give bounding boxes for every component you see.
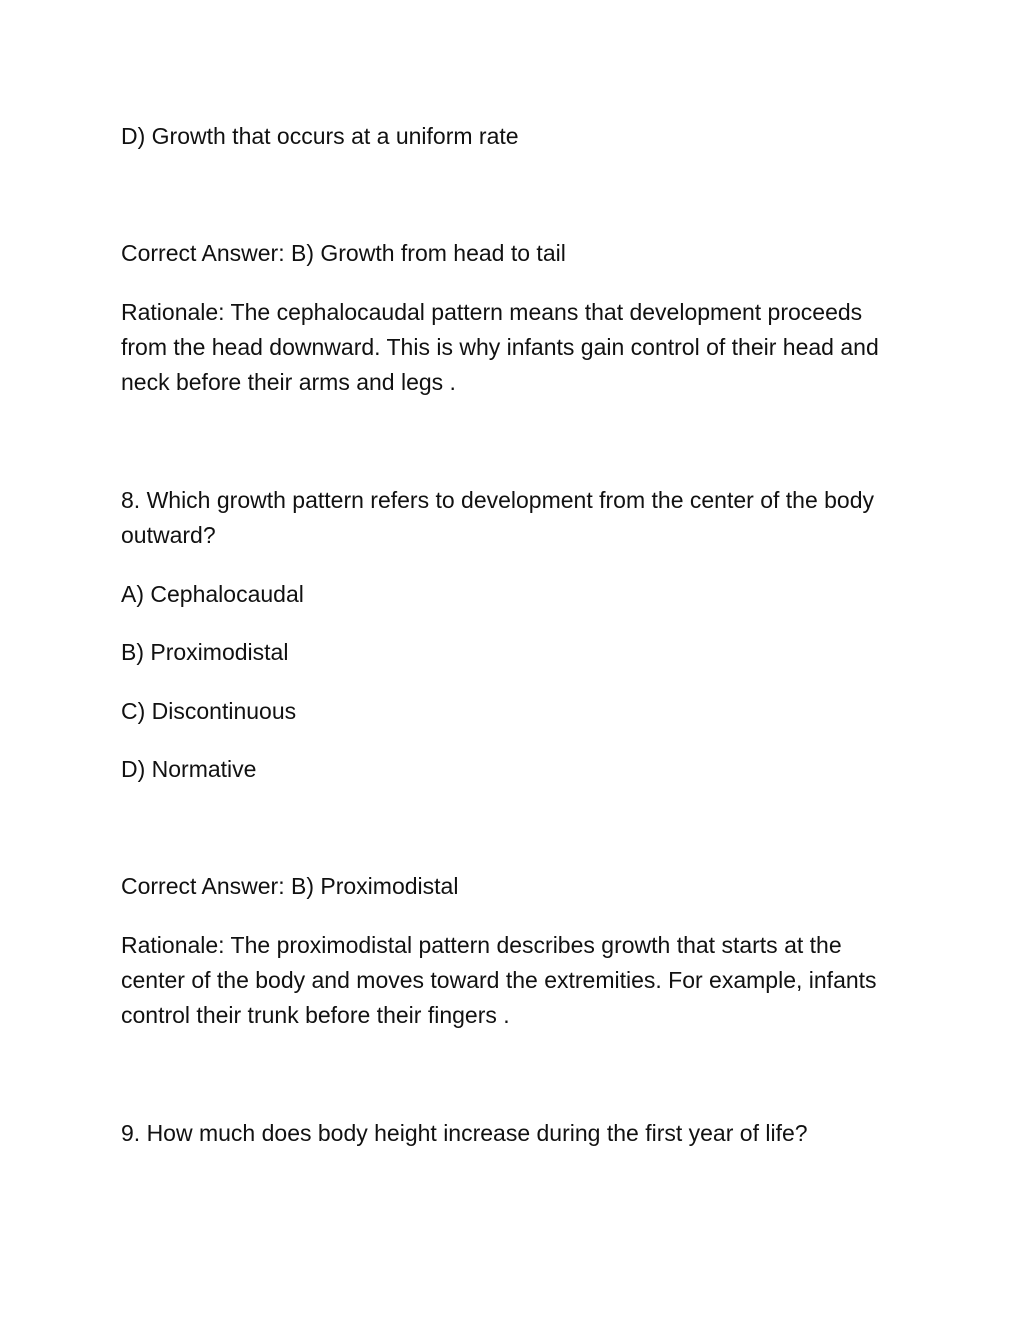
q8-option-b: B) Proximodistal [121,639,289,665]
q8-question: 8. Which growth pattern refers to development from the center of the body outward? [121,487,875,548]
q8-option-a: A) Cephalocaudal [121,581,304,607]
q7-rationale: Rationale: The cephalocaudal pattern means that development proceeds from the head downward. This is why infants gain control of their head and neck before their arms and legs . [121,299,879,395]
q8-option-c: C) Discontinuous [121,698,297,724]
q8-option-d: D) Normative [121,756,257,782]
q8-correct-answer: Correct Answer: B) Proximodistal [121,873,459,899]
q8-rationale: Rationale: The proximodistal pattern describes growth that starts at the center of the body and moves toward the extremities. For example, infants control their trunk before their fingers . [121,932,877,1028]
q7-correct-answer: Correct Answer: B) Growth from head to tail [121,240,566,266]
q9-question: 9. How much does body height increase during the first year of life? [121,1120,808,1146]
q7-option-d: D) Growth that occurs at a uniform rate [121,123,519,149]
